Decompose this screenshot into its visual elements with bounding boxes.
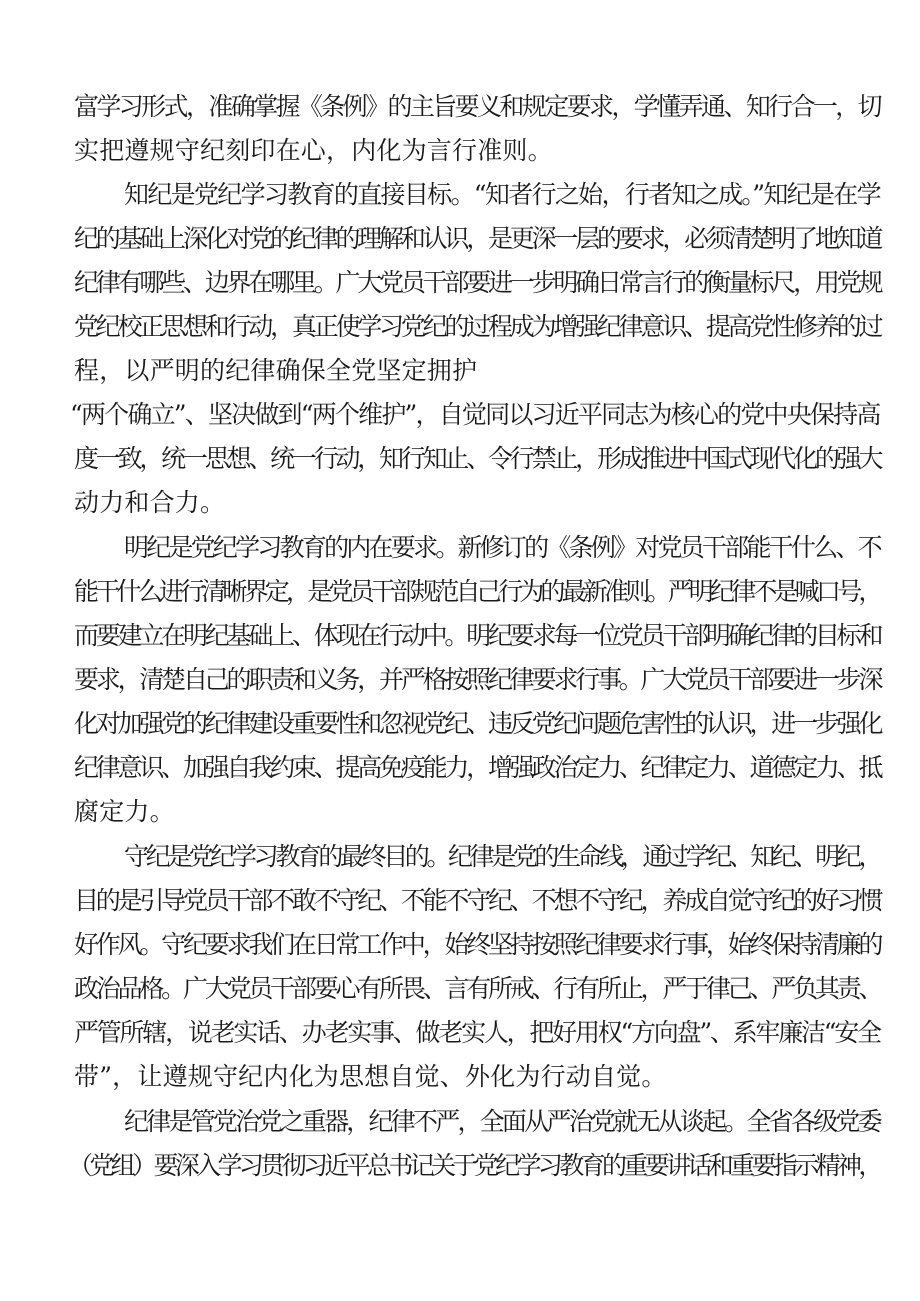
text-line: 带”，让遵规守纪内化为思想自觉、外化为行动自觉。 [74, 1062, 667, 1091]
text-line: 化对加强党的纪律建设重要性和忽视党纪、违反党纪问题危害性的认识，进一步强化 [74, 709, 881, 738]
text-line: 而要建立在明纪基础上、体现在行动中。明纪要求每一位党员干部明确纪律的目标和 [74, 621, 881, 650]
text-line: 纪律有哪些、边界在哪里。广大党员干部要进一步明确日常言行的衡量标尺，用党规 [74, 268, 881, 297]
text-line: 纪律意识、加强自我约束、提高免疫能力，增强政治定力、纪律定力、道德定力、抵 [74, 753, 881, 782]
text-line: 实把遵规守纪刻印在心，内化为言行准则。 [74, 136, 553, 165]
text-line: 程，以严明的纪律确保全党坚定拥护 [74, 356, 478, 385]
text-line: 要求，清楚自己的职责和义务，并严格按照纪律要求行事。广大党员干部要进一步深 [74, 665, 881, 694]
text-line: 纪的基础上深化对党的纪律的理解和认识，是更深一层的要求，必须清楚明了地知道 [74, 224, 881, 253]
paragraph-first-line: 守纪是党纪学习教育的最终目的。纪律是党的生命线，通过学纪、知纪、明纪， [124, 842, 881, 871]
text-line: 目的是引导党员干部不敢不守纪、不能不守纪、不想不守纪，养成自觉守纪的好习惯 [74, 886, 881, 915]
paragraph-first-line: 知纪是党纪学习教育的直接目标。“知者行之始，行者知之成。”知纪是在学 [124, 180, 880, 209]
text-line: 富学习形式，准确掌握《条例》的主旨要义和规定要求，学懂弄通、知行合一，切 [74, 92, 881, 121]
text-line: 严管所辖，说老实话、办老实事、做老实人，把好用权“方向盘”、系牢廉洁“安全 [74, 1018, 880, 1047]
text-line: 腐定力。 [74, 797, 175, 826]
text-line: “两个确立”、坚决做到“两个维护”，自觉同以习近平同志为核心的党中央保持高 [70, 400, 880, 429]
text-line: （党组）要深入学习贯彻习近平总书记关于党纪学习教育的重要讲话和重要指示精神， [68, 1151, 880, 1180]
paragraph-first-line: 纪律是管党治党之重器，纪律不严，全面从严治党就无从谈起。全省各级党委 [124, 1107, 880, 1136]
text-line: 党纪校正思想和行动，真正使学习党纪的过程成为增强纪律意识、提高党性修养的过 [74, 312, 881, 341]
paragraph-first-line: 明纪是党纪学习教育的内在要求。新修订的《条例》对党员干部能干什么、不 [124, 533, 880, 562]
text-line: 度一致，统一思想、统一行动，知行知止、令行禁止，形成推进中国式现代化的强大 [74, 444, 881, 473]
text-line: 能干什么进行清晰界定，是党员干部规范自己行为的最新准则。严明纪律不是喊口号， [74, 577, 880, 606]
text-line: 动力和合力。 [74, 488, 226, 517]
text-line: 政治品格。广大党员干部要心有所畏、言有所戒、行有所止，严于律己、严负其责、 [74, 974, 881, 1003]
text-line: 好作风。守纪要求我们在日常工作中，始终坚持按照纪律要求行事，始终保持清廉的 [74, 930, 881, 959]
